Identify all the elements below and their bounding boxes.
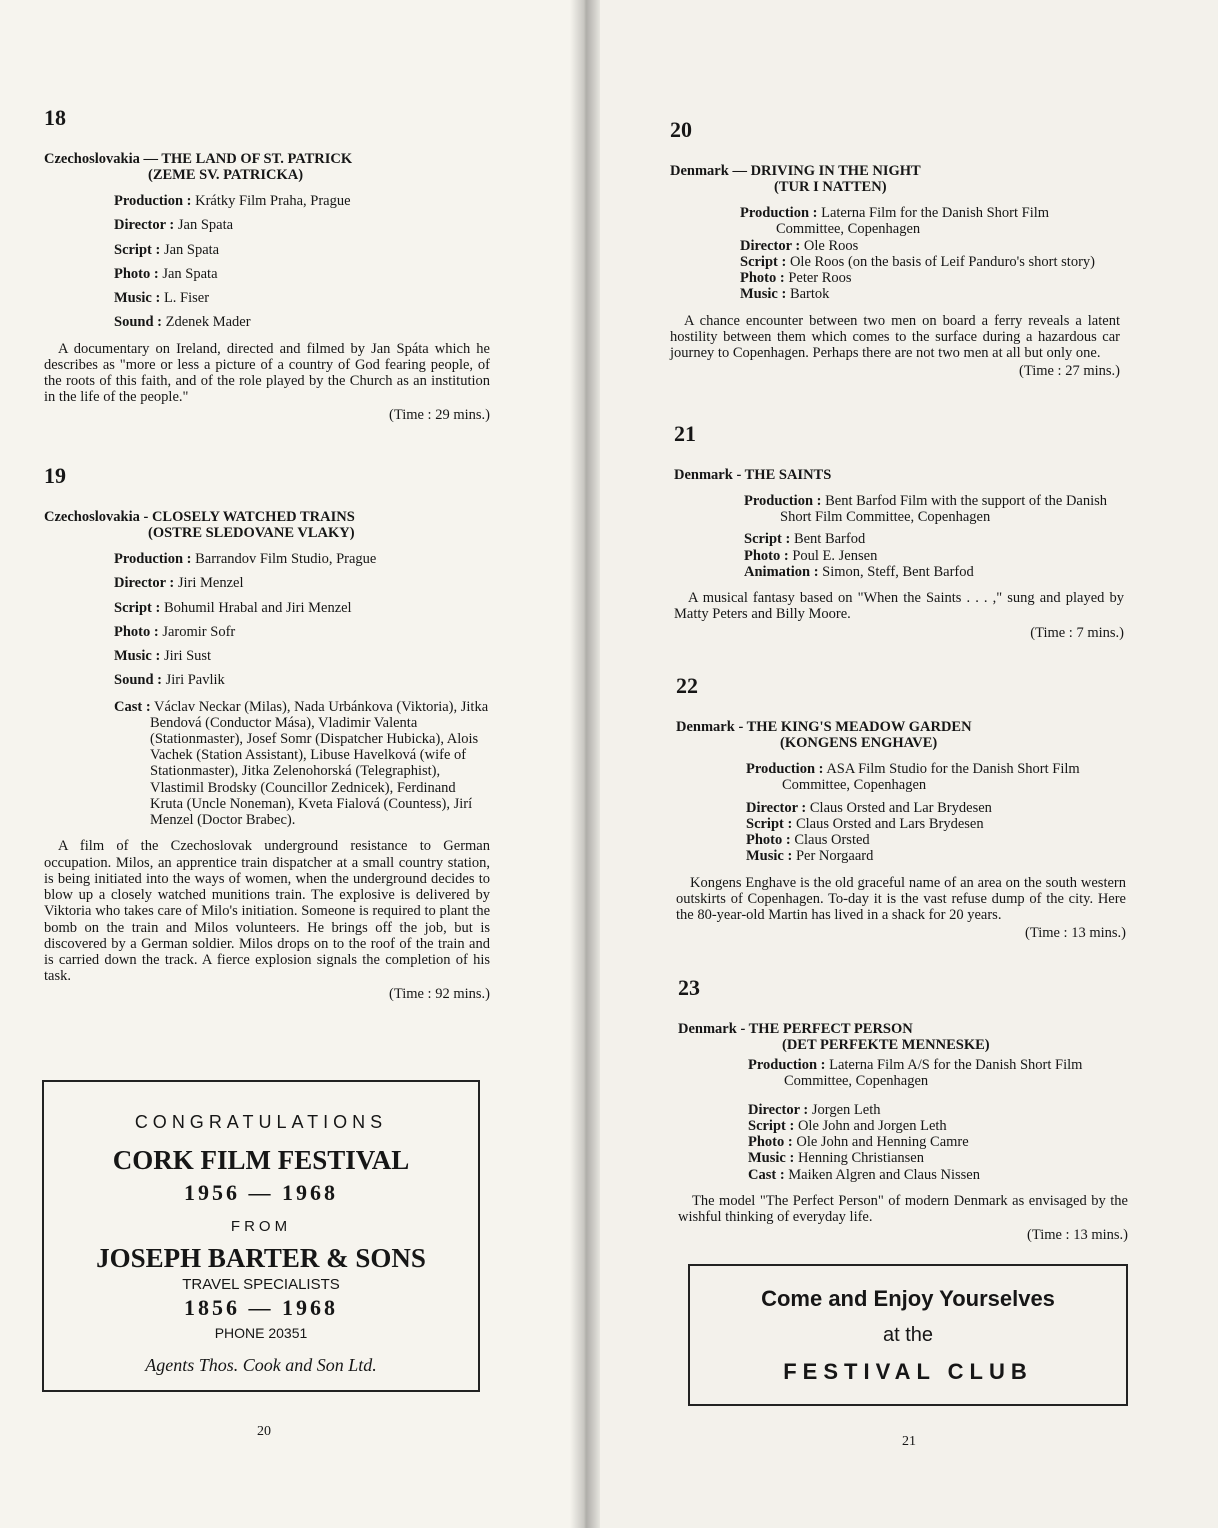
entry-separator: - [736,1020,749,1037]
entry-number: 19 [44,463,66,488]
credit-label: Script : [746,815,793,832]
credit-line [748,1134,1128,1150]
credit-label: Production : [740,205,818,222]
credit-label: Photo : [740,270,785,287]
credit-label: Director : [746,799,807,816]
credit-line [740,205,1120,237]
film-entry-20 [670,118,1120,379]
credit-value: Claus Orsted and Lars Brydesen [795,815,984,832]
page-number-left: 20 [257,1424,271,1439]
entry-number: 20 [670,117,692,142]
entry-separator: - [732,466,745,483]
entry-original-title: (ZEME SV. PATRICKA) [148,166,304,183]
credit-value: Jan Spata [163,241,220,258]
entry-original-title: (OSTRE SLEDOVANE VLAKY) [148,524,355,541]
entry-description: A documentary on Ireland, directed and filmed by Jan Spáta which he describes as "more or less a picture of a country of God fearing people, of the roots of this faith, and of the role played by the Church as an institution in the life of the people." [44,340,490,406]
entry-number: 23 [678,975,700,1000]
credit-value: Laterna Film A/S for the Danish Short Film Committee, Copenhagen [784,1057,1083,1090]
credit-label: Cast : [114,698,151,715]
entry-film-title: THE PERFECT PERSON [748,1020,913,1037]
ad-festival-name: CORK FILM FESTIVAL [112,1145,410,1175]
entry-description: A film of the Czechoslovak underground resistance to German occupation. Milos, an apprentice train dispatcher at a small country station, is being initiated into the ways of women, when the underground decides to blow up a closely watched munitions train. The explosive is delivered by Viktoria who takes care of Milo's initiation. Someone is required to plant the bomb on the train and Milos volunteers. He brings off the job, but is discovered by a German soldier. Milos drops on to the roof of the train and is carried down the track. A fierce explosion signals the completion of his task. [44,838,490,985]
entry-number: 22 [676,673,698,698]
credit-value: Jorgen Leth [811,1101,881,1118]
entry-country: Czechoslovakia [44,150,140,167]
credit-line [114,600,490,616]
credit-line [114,648,490,664]
credit-label: Production : [114,193,192,210]
credit-label: Production : [744,492,822,509]
credit-value: Krátky Film Praha, Prague [195,193,351,210]
credit-line [744,564,1124,580]
entry-time: (Time : 27 mins.) [1019,363,1120,380]
credit-label: Director : [114,217,175,234]
ad-subline: at the [882,1324,934,1346]
credit-label: Director : [748,1101,809,1118]
credit-line [746,816,1126,832]
entry-time: (Time : 92 mins.) [389,986,490,1003]
credit-value: Peter Roos [788,270,852,287]
entry-separator: - [139,508,152,525]
credit-line [746,832,1126,848]
entry-description: Kongens Enghave is the old graceful name of an area on the south western outskirts of Copenhagen. To-day it is the vast refuse dump of the city. Here the 80-year-old Martin has lived in a shack for 20 years. [676,874,1126,923]
credit-value: Jan Spata [162,265,218,282]
entry-title [44,509,490,541]
credit-value: Simon, Steff, Bent Barfod [822,563,974,580]
credit-line [746,848,1126,864]
credit-value: L. Fiser [163,290,210,307]
entry-original-title: (KONGENS ENGHAVE) [780,734,938,751]
credit-line [746,761,1126,793]
credit-line [744,493,1124,525]
credit-label: Sound : [114,672,162,689]
entry-title [676,719,1126,751]
credit-line [114,266,490,282]
credit-line [114,551,490,567]
credit-value: Laterna Film for the Danish Short Film Committee, Copenhagen [776,205,1050,238]
credit-line [740,270,1120,286]
credit-line [114,672,490,688]
credit-label: Director : [740,237,801,254]
credit-value: Jiri Sust [163,648,212,665]
book-gutter [570,0,600,1528]
film-entry-21 [674,422,1124,641]
entry-time: (Time : 29 mins.) [389,407,490,424]
entry-title [674,467,1124,483]
credit-label: Photo : [748,1134,793,1151]
credit-line [114,624,490,640]
entry-film-title: DRIVING IN THE NIGHT [750,162,921,179]
page-number-right: 21 [902,1434,916,1449]
credit-line [748,1057,1128,1089]
ad-congratulations: CONGRATULATIONS [134,1112,388,1132]
entry-title [44,151,490,183]
credit-label: Production : [748,1057,826,1074]
credits-list [746,761,1126,864]
entry-film-title: CLOSELY WATCHED TRAINS [151,508,355,525]
entry-country: Denmark [670,162,729,179]
film-entry-23 [678,976,1128,1243]
entry-original-title: (TUR I NATTEN) [774,178,887,195]
barter-advertisement [42,1080,480,1392]
entry-description: A musical fantasy based on "When the Saints . . . ," sung and played by Matty Peters and Billy Moore. [674,590,1124,623]
credit-value: Per Norgaard [795,848,874,865]
ad-company-years: 1856 — 1968 [184,1295,338,1320]
credit-label: Music : [746,848,793,865]
entry-time: (Time : 7 mins.) [1030,624,1124,641]
credit-line [748,1118,1128,1134]
credit-value: Jaromir Sofr [162,623,236,640]
entry-time: (Time : 13 mins.) [1025,925,1126,942]
credit-label: Script : [744,531,791,548]
credit-label: Script : [740,253,787,270]
credit-label: Script : [114,241,161,258]
credit-line [748,1102,1128,1118]
ad-festival-years: 1956 — 1968 [184,1180,338,1205]
entry-original-title: (DET PERFEKTE MENNESKE) [782,1036,990,1053]
credit-label: Photo : [114,623,159,640]
credit-value: Maiken Algren and Claus Nissen [788,1166,980,1183]
credit-value: Zdenek Mader [165,314,251,331]
entry-separator: - [734,718,747,735]
credit-value: Poul E. Jensen [792,547,878,564]
ad-company-name: JOSEPH BARTER & SONS [96,1243,426,1273]
credits-list [114,193,490,330]
credit-line [744,548,1124,564]
credit-value: ASA Film Studio for the Danish Short Film Committee, Copenhagen [782,761,1080,794]
credit-value: Jiri Menzel [177,575,244,592]
credit-line [114,242,490,258]
credit-label: Photo : [744,547,789,564]
ad-phone: PHONE 20351 [214,1325,308,1341]
credit-line [740,286,1120,302]
credit-value: Jiri Pavlik [165,672,225,689]
credit-value: Ole John and Jorgen Leth [797,1117,947,1134]
credit-value: Henning Christiansen [797,1150,924,1167]
entry-title [678,1021,1128,1053]
credit-line [740,254,1120,270]
ad-club-name: FESTIVAL CLUB [783,1359,1033,1384]
credit-line [744,531,1124,547]
film-entry-19 [44,464,490,1003]
credit-value: Ole John and Henning Camre [796,1134,969,1151]
credits-list [744,493,1124,580]
credit-value: Ole Roos (on the basis of Leif Panduro's short story) [789,253,1095,270]
credit-label: Photo : [746,832,791,849]
entry-country: Denmark [676,718,735,735]
credit-line [114,193,490,209]
ad-tagline: TRAVEL SPECIALISTS [182,1276,340,1293]
credit-label: Cast : [748,1166,785,1183]
entry-film-title: THE KING'S MEADOW GARDEN [746,718,972,735]
credit-value: Jan Spata [177,217,234,234]
credit-label: Director : [114,575,175,592]
ad-headline: Come and Enjoy Yourselves [761,1286,1055,1311]
entry-country: Czechoslovakia [44,508,140,525]
entry-description: A chance encounter between two men on board a ferry reveals a latent hostility between them which comes to the surface during a hazardous car journey to Copenhagen. Perhaps there are not two men at all but only one. [670,312,1120,361]
festival-club-advertisement [688,1264,1128,1406]
credit-label: Music : [114,648,161,665]
entry-number: 18 [44,105,66,130]
credit-value: Bohumil Hrabal and Jiri Menzel [163,599,352,616]
credit-line [114,575,490,591]
credit-label: Script : [114,599,161,616]
credit-label: Music : [740,286,787,303]
credit-label: Production : [746,761,824,778]
credit-line [740,238,1120,254]
credit-line [114,290,490,306]
credit-line [748,1150,1128,1166]
entry-separator: — [139,150,162,167]
cast-line [114,699,490,829]
entry-title [670,163,1120,195]
entry-separator: — [728,162,751,179]
entry-film-title: THE SAINTS [744,466,832,483]
film-entry-18 [44,106,490,424]
credit-value: Claus Orsted and Lar Brydesen [809,799,992,816]
credit-value: Ole Roos [803,237,859,254]
credit-value: Václav Neckar (Milas), Nada Urbánkova (Viktoria), Jitka Bendová (Conductor Mása), Vladimir Valenta (Stationmaster), Josef Somr (Dispatcher Hubicka), Alois Vachek (Station Assistant), Libuse Havelková (wife of Stationmaster), Jitka Zelenohorská (Telegraphist), Vlastimil Brodsky (Councillor Zednicek), Ferdinand Kruta (Uncle Noneman), Kveta Fialová (Countess), Jirí Menzel (Doctor Brabec). [150,698,489,829]
credit-value: Bent Barfod Film with the support of the Danish Short Film Committee, Copenhagen [780,492,1108,526]
entry-film-title: THE LAND OF ST. PATRICK [161,150,353,167]
entry-country: Denmark [678,1020,737,1037]
credits-list [748,1057,1128,1183]
credits-list [740,205,1120,302]
credit-label: Music : [114,290,161,307]
entry-description: The model "The Perfect Person" of modern Denmark as envisaged by the wishful thinking of everyday life. [678,1192,1128,1225]
credit-value: Bartok [789,286,830,303]
credit-label: Photo : [114,265,159,282]
entry-country: Denmark [674,466,733,483]
credit-label: Music : [748,1150,795,1167]
ad-from: FROM [230,1218,292,1235]
credit-line [748,1167,1128,1183]
credit-label: Production : [114,551,192,568]
credit-line [746,800,1126,816]
credit-line [114,217,490,233]
entry-number: 21 [674,421,696,446]
credit-label: Sound : [114,314,162,331]
film-entry-22 [676,674,1126,941]
credit-label: Script : [748,1117,795,1134]
credit-value: Bent Barfod [793,531,866,548]
credit-value: Claus Orsted [794,832,870,849]
credit-label: Animation : [744,563,819,580]
entry-time: (Time : 13 mins.) [1027,1227,1128,1244]
credit-value: Barrandov Film Studio, Prague [195,551,377,568]
credits-list [114,551,490,828]
credit-line [114,314,490,330]
ad-agents: Agents Thos. Cook and Son Ltd. [145,1355,377,1375]
